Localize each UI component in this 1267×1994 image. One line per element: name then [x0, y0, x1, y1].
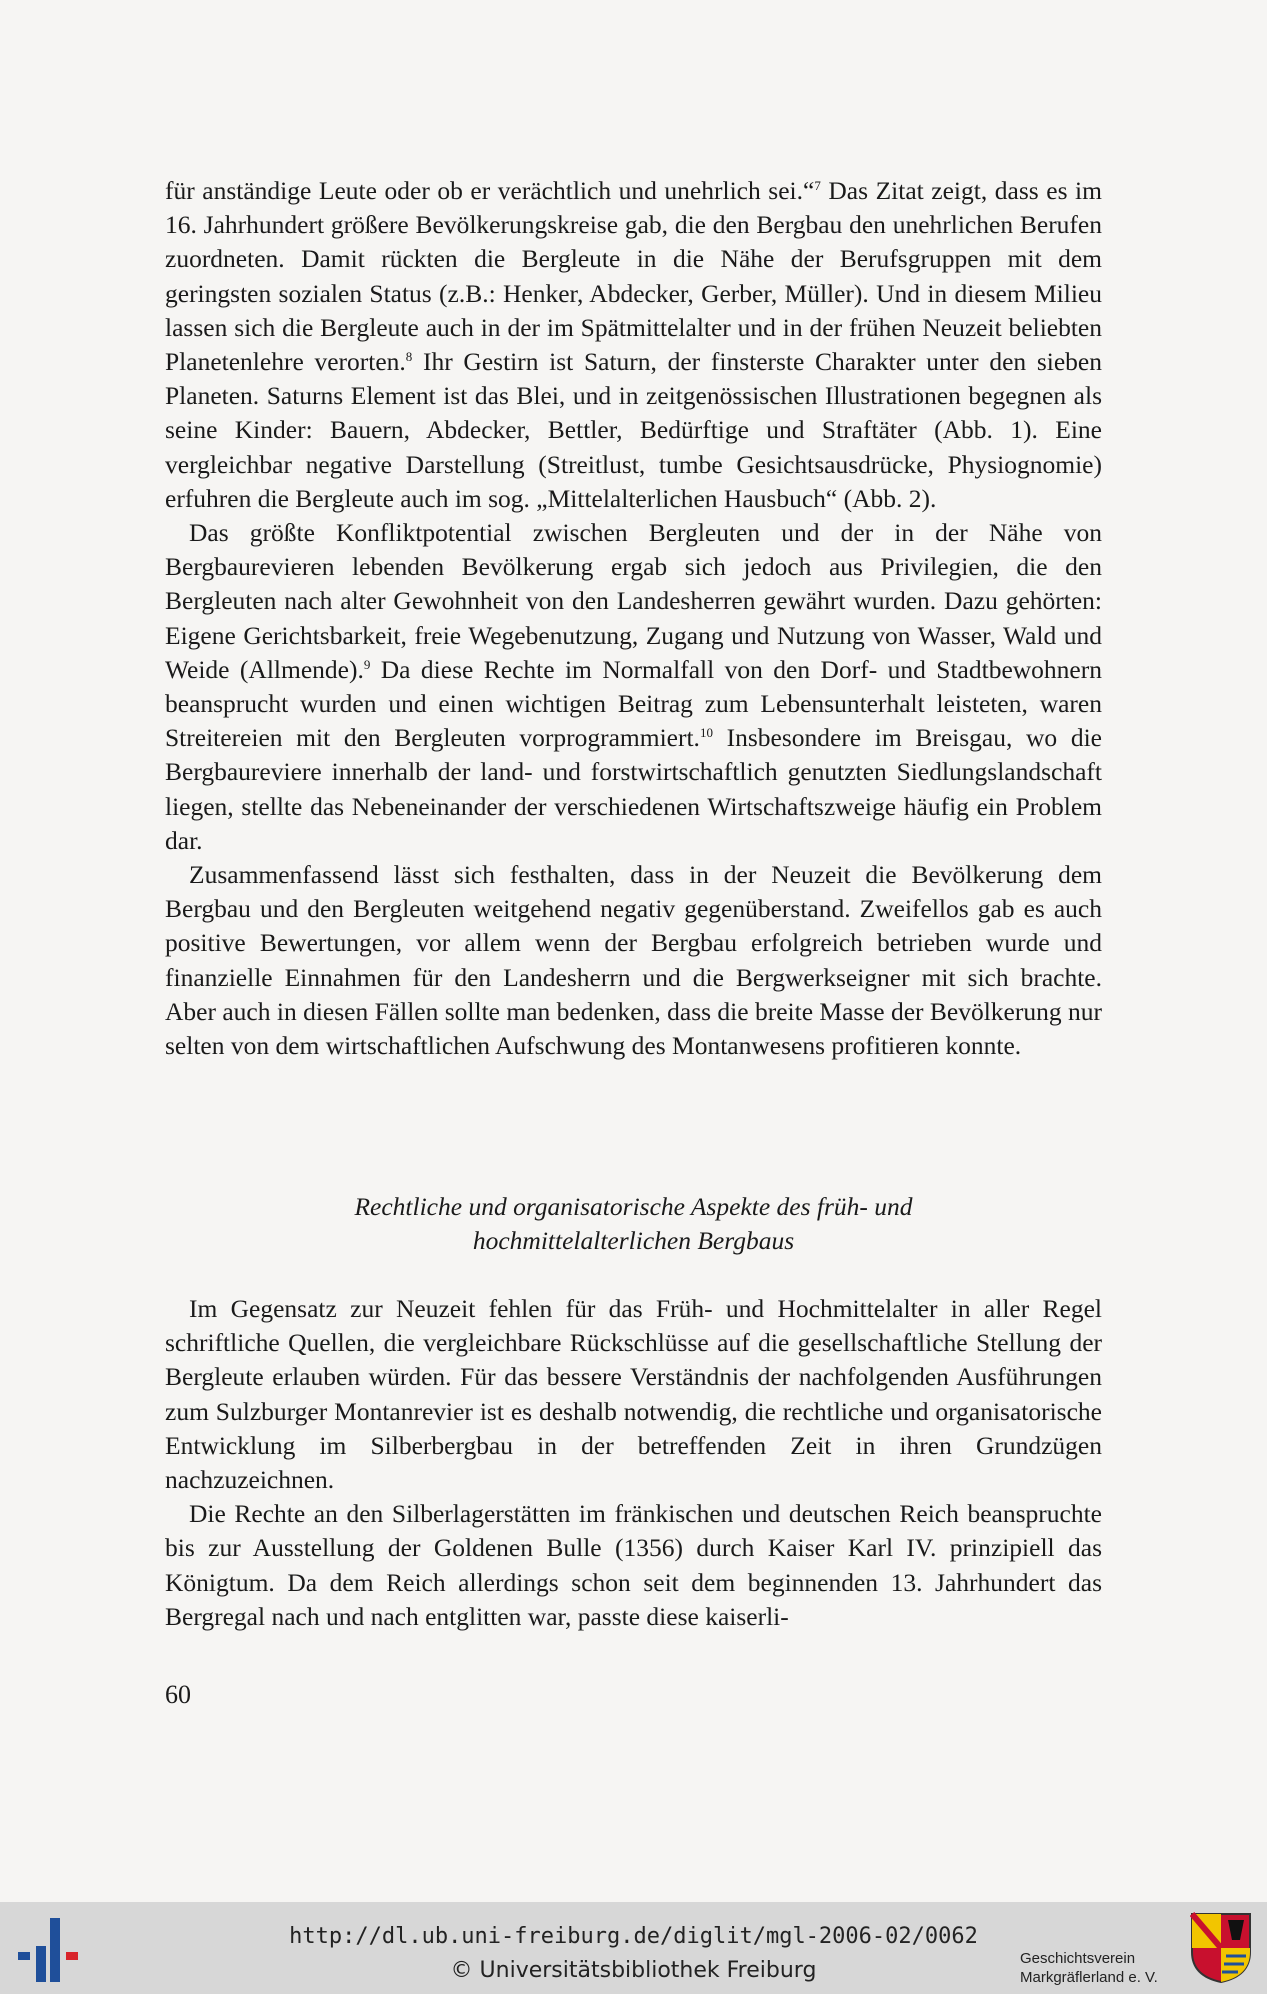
society-name-line-2: Markgräflerland e. V.: [1020, 1969, 1158, 1986]
text-run: für anständige Leute oder ob er verächtlich und unehrlich sei.“: [165, 176, 815, 205]
text-run: Insbesondere im Breisgau, wo die Bergbaureviere innerhalb der land- und forstwirtschaftlich genutzten Siedlungslandschaft liegen, stellte das Nebeneinander der verschiedenen Wirtschaftszweige häufig ein Problem dar.: [165, 723, 1102, 855]
footnote-marker[interactable]: 9: [363, 656, 371, 672]
footer-url-link[interactable]: http://dl.ub.uni-freiburg.de/diglit/mgl-2006-02/0062: [289, 1924, 978, 1949]
society-name: [1020, 1949, 1158, 1987]
paragraph: Im Gegensatz zur Neuzeit fehlen für das Früh- und Hochmittelalter in aller Regel schriftliche Quellen, die vergleichbare Rückschlüsse auf die gesellschaftliche Stellung der Bergleute erlauben würden. Für das bessere Verständnis der nachfolgenden Ausführungen zum Sulzburger Montanrevier ist es deshalb notwendig, die rechtliche und organisatorische Entwicklung im Silberbergbau in der betreffenden Zeit in ihren Grundzügen nachzuzeichnen.: [165, 1294, 1102, 1495]
paragraph: [165, 516, 1102, 858]
society-name-line-1: Geschichtsverein: [1020, 1950, 1136, 1967]
text-run: Das Zitat zeigt, dass es im 16. Jahrhundert größere Bevölkerungskreise gab, die den Bergbau den unehrlichen Berufen zuordneten. Damit rückten die Bergleute in die Nähe der Berufsgruppen mit dem geringsten sozialen Status (z.B.: Henker, Abdecker, Gerber, Müller). Und in diesem Milieu lassen sich die Bergleute auch in der im Spätmittelalter und in der frühen Neuzeit beliebten Planetenlehre verorten.: [165, 176, 1102, 377]
coat-of-arms-icon: [1190, 1912, 1252, 1984]
text-run: Zusammenfassend lässt sich festhalten, dass in der Neuzeit die Bevölkerung dem Bergbau und den Bergleuten weitgehend negativ gegenüberstand. Zweifellos gab es auch positive Bewertungen, vor allem wenn der Bergbau erfolgreich betrieben wurde und finanzielle Einnahmen für den Landesherrn und die Bergwerkseigner mit sich brachte. Aber auch in diesen Fällen sollte man bedenken, dass die breite Masse der Bevölkerung nur selten von dem wirtschaftlichen Aufschwung des Montanwesens profitieren konnte.: [165, 860, 1102, 1061]
paragraph: Die Rechte an den Silberlagerstätten im fränkischen und deutschen Reich beanspruchte bis zur Ausstellung der Goldenen Bulle (1356) durch Kaiser Karl IV. prinzipiell das Königtum. Da dem Reich allerdings schon seit dem beginnenden 13. Jahrhundert das Bergregal nach und nach entglitten war, passte diese kaiserli-: [165, 1499, 1102, 1631]
page-number: 60: [165, 1680, 191, 1709]
footnote-marker[interactable]: 10: [699, 725, 713, 741]
paragraph: [165, 174, 1102, 516]
text-run: Ihr Gestirn ist Saturn, der finsterste Charakter unter den sieben Planeten. Saturns Element ist das Blei, und in zeitgenössischen Illustrationen begegnen als seine Kinder: Bauern, Abdecker, Bettler, Bedürftige und Straftäter (Abb. 1). Eine vergleichbar negative Darstellung (Streitlust, tumbe Gesichtsausdrücke, Physiognomie) erfuhren die Bergleute auch im sog. „Mittelalterlichen Hausbuch“ (Abb. 2).: [165, 347, 1102, 513]
footer-bar: [0, 1902, 1267, 1994]
body-text-section-2: [165, 1292, 1102, 1634]
text-run: Da diese Rechte im Normalfall von den Dorf- und Stadtbewohnern beansprucht wurden und einen wichtigen Beitrag zum Lebensunterhalt leisteten, waren Streitereien mit den Bergleuten vorprogrammiert.: [165, 654, 1102, 753]
section-heading-line-1: Rechtliche und organisatorische Aspekte des früh- und: [354, 1192, 913, 1221]
footnote-marker[interactable]: 8: [405, 349, 413, 365]
footer-copyright: © Universitätsbibliothek Freiburg: [450, 1958, 817, 1983]
section-heading-line-2: hochmittelalterlichen Bergbaus: [472, 1226, 795, 1256]
body-text-section-1: [165, 174, 1102, 1063]
text-run: Das größte Konfliktpotential zwischen Bergleuten und der in der Nähe von Bergbaurevieren lebenden Bevölkerung ergab sich jedoch aus Privilegien, die den Bergleuten nach alter Gewohnheit von den Landesherren gewährt wurden. Dazu gehörten: Eigene Gerichtsbarkeit, freie Wegebenutzung, Zugang und Nutzung von Wasser, Wald und Weide (Allmende).: [165, 518, 1102, 684]
paragraph: [165, 858, 1102, 1063]
footnote-marker[interactable]: 7: [814, 178, 821, 193]
section-heading: [165, 1190, 1102, 1258]
